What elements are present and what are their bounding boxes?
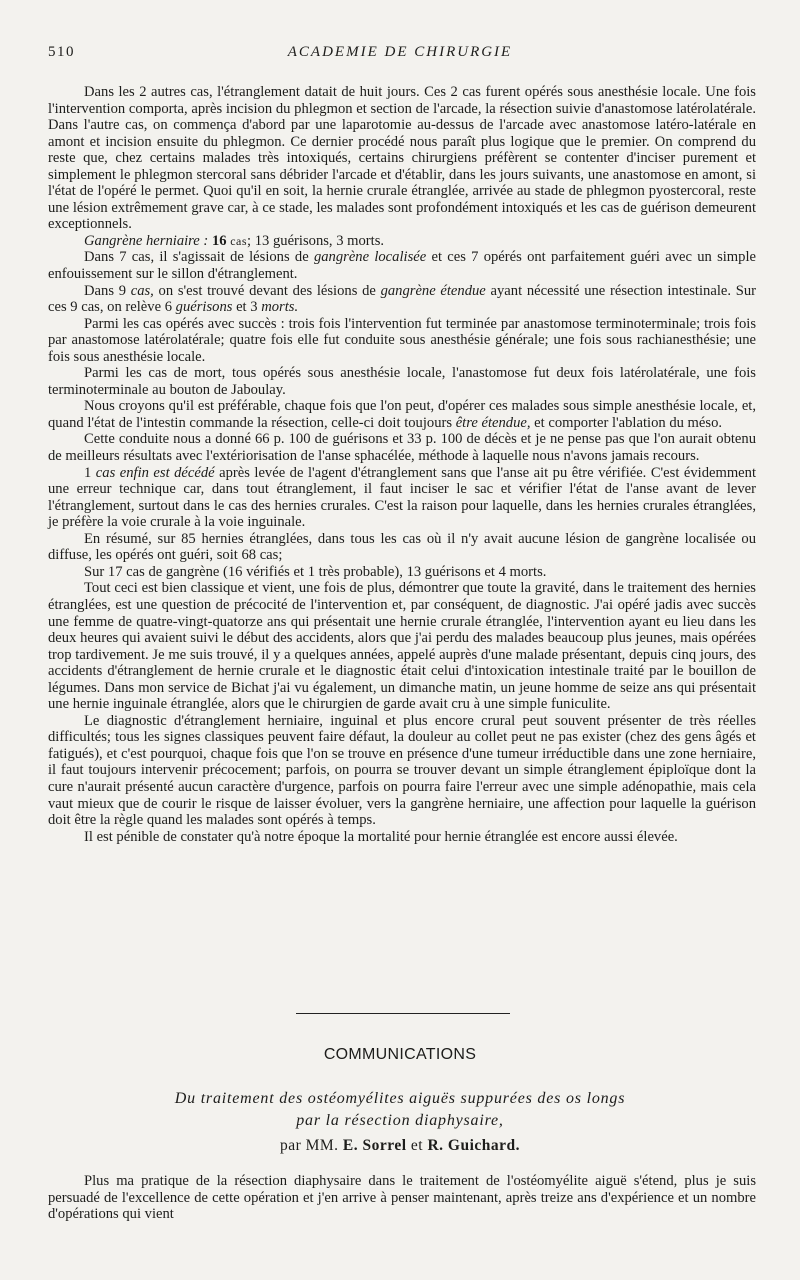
paragraph — [48, 249, 756, 282]
page-number: 510 — [48, 44, 75, 60]
text-run: 1 — [84, 464, 92, 481]
emphasis: guérisons — [175, 299, 233, 316]
text-run: ayant nécessité une résection intestinale. Sur ces 9 cas, on relève 6 — [48, 282, 756, 316]
section-divider — [296, 1013, 510, 1014]
article-intro — [48, 1173, 756, 1223]
paragraph: Cette conduite nous a donné 66 p. 100 de guérisons et 33 p. 100 de décès et je ne pense pas que l'on aurait obtenu de meilleurs résultats avec l'extériorisation de l'anse sphacélée, méthode à laquelle nous n'avons jamais recours. — [48, 431, 756, 465]
case-count: 16 — [211, 232, 227, 249]
page-header — [48, 44, 752, 64]
article-title — [60, 1088, 740, 1132]
article-body — [48, 84, 756, 845]
emphasis: cas, — [130, 282, 154, 299]
text-run: et 3 — [236, 299, 258, 316]
text-run: Dans 7 cas, il s'agissait de lésions de — [84, 249, 309, 266]
text-run: et comporter l'ablation du méso. — [534, 414, 723, 431]
paragraph: Parmi les cas de mort, tous opérés sous anesthésie locale, l'anastomose fut deux fois latérolatérale, une fois terminoterminale au bouton de Jaboulay. — [48, 365, 756, 398]
paragraph: Le diagnostic d'étranglement herniaire, inguinal et plus encore crural peut souvent présenter de très réelles difficultés; tous les signes classiques peuvent faire défaut, la douleur au collet peut ne pas exister (chez des gens âgés et fatigués), et c'est pourquoi, chaque fois que l'on se trouve en présence d'une tumeur irréductible dans une zone herniaire, il faut toujours intervenir précocement; parfois, on pourra se trouver devant un simple étranglement épiploïque dont la cure n'aurait présenté aucun caractère d'urgence, parfois on pourra faire l'erreur avec une simple adénopathie, mais cela vaut mieux que de courir le risque de laisser évoluer, vers la gangrène herniaire, une affection pour laquelle la guérison doit être la règle quand les malades sont opérés à temps. — [48, 712, 756, 829]
paragraph: Parmi les cas opérés avec succès : trois fois l'intervention fut terminée par anastomose terminoterminale; trois fois par anastomose latérolatérale; quatre fois elle fut conduite sous anesthésie générale; une fois sous rachianesthésie; une fois sous anesthésie locale. — [48, 315, 756, 365]
paragraph — [48, 283, 756, 316]
article-title-line: par la résection diaphysaire, — [296, 1112, 504, 1129]
text-run: Dans 9 — [84, 282, 126, 299]
running-title: ACADEMIE DE CHIRURGIE — [287, 44, 513, 60]
byline-prefix: par MM. — [279, 1137, 339, 1154]
text-run: on s'est trouvé devant des lésions de — [158, 282, 376, 299]
article-title-line: Du traitement des ostéomyélites aiguës suppurées des os longs — [174, 1090, 626, 1107]
emphasis: gangrène étendue — [380, 282, 486, 299]
paragraph — [48, 465, 756, 531]
paragraph: Plus ma pratique de la résection diaphysaire dans le traitement de l'ostéomyélite aiguë s'étend, plus je suis persuadé de l'excellence de cette opération et j'en arrive à penser maintenant, après treize ans d'expérience et un nombre d'opérations qui vient — [48, 1173, 756, 1223]
emphasis: cas enfin est décédé — [95, 464, 215, 481]
paragraph: En résumé, sur 85 hernies étranglées, dans tous les cas où il n'y avait aucune lésion de gangrène localisée ou diffuse, les opérés ont guéri, soit 68 cas; — [48, 530, 756, 564]
byline — [0, 1137, 800, 1155]
paragraph: Tout ceci est bien classique et vient, une fois de plus, démontrer que toute la gravité, dans le traitement des hernies étranglées, est une question de précocité de l'intervention et, par conséquent, de diagnostic. J'ai opéré jadis avec succès une femme de quatre-vingt-quatorze ans qui présentait une hernie crurale étranglée, l'intervention ayant eu lieu dans les deux heures qui avaient suivi le début des accidents, alors que j'ai perdu des malades beaucoup plus jeunes, mais opérées trop tardivement. Je me suis trouvé, il y a quelques années, appelé auprès d'une malade présentant, depuis cinq jours, des accidents d'étranglement de hernie crurale et le diagnostic était celui d'intoxication intestinale traité par le bouillon de légumes. Dans mon service de Bichat j'ai vu également, un dimanche matin, un jeune homme de seize ans qui présentait une hernie inguinale étranglée, alors que le chirurgien de garde avait cru à une simple funiculite. — [48, 580, 756, 713]
text-run: Nous croyons qu'il est préférable, chaque fois que l'on peut, d'opérer ces malades sous simple anesthésie locale, et, quand l'état de l'intestin commande la résection, celle-ci doit toujours — [48, 398, 756, 431]
paragraph: Sur 17 cas de gangrène (16 vérifiés et 1 très probable), 13 guérisons et 4 morts. — [84, 563, 547, 580]
case-unit: cas — [230, 233, 248, 248]
emphasis: gangrène localisée — [313, 249, 427, 266]
section-heading: COMMUNICATIONS — [323, 1046, 477, 1063]
paragraph: Il est pénible de constater qu'à notre époque la mortalité pour hernie étranglée est encore aussi élevée. — [84, 828, 678, 845]
emphasis: morts. — [261, 299, 299, 316]
run-in-heading: Gangrène herniaire : — [84, 232, 209, 249]
paragraph: Dans les 2 autres cas, l'étranglement datait de huit jours. Ces 2 cas furent opérés sous anesthésie locale. Une fois l'intervention comporta, après incision du phlegmon et section de l'arcade, la résection suivie d'anastomose latérolatérale. Dans l'autre cas, on commença d'abord par une laparotomie au-dessus de l'arcade avec anastomose latéro-latérale en amont et incision ensuite du phlegmon. Ce dernier procédé nous paraît plus logique que le premier. On comprend du reste que, chez certains malades très intoxiqués, certains chirurgiens préfèrent se contenter d'inciser purement et simplement le phlegmon stercoral sans débrider l'arcade et d'établir, dans les jours suivants, une anastomose en amont, si l'état de l'opéré le permet. Quoi qu'il en soit, la hernie crurale étranglée, arrivée au stade de phlegmon pyostercoral, reste une lésion extrêmement grave car, à ce stade, les malades sont profondément intoxiqués et les cas de guérison demeurent exceptionnels. — [48, 84, 756, 233]
byline-conjunction: et — [410, 1137, 424, 1154]
author-name: R. Guichard. — [427, 1137, 521, 1154]
paragraph-gangrene-herniaire — [48, 233, 756, 250]
paragraph — [48, 398, 756, 431]
text-run: ; 13 guérisons, 3 morts. — [247, 232, 385, 249]
text-run: après levée de l'agent d'étranglement sans que l'anse ait pu être vérifiée. C'est évidemment une erreur technique car, dans tout étranglement, il faut inciser le sac et vérifier l'état de l'anse avant de lever l'étranglement, surtout dans le cas des hernies crurales. C'est la raison pour laquelle, dans les hernies crurales étranglées, je préfère la voie crurale à la voie inguinale. — [48, 464, 757, 531]
emphasis: être étendue, — [455, 414, 531, 431]
text-run: et ces 7 opérés ont parfaitement guéri avec un simple enfouissement sur le sillon d'étranglement. — [48, 249, 756, 283]
author-name: E. Sorrel — [342, 1137, 407, 1154]
